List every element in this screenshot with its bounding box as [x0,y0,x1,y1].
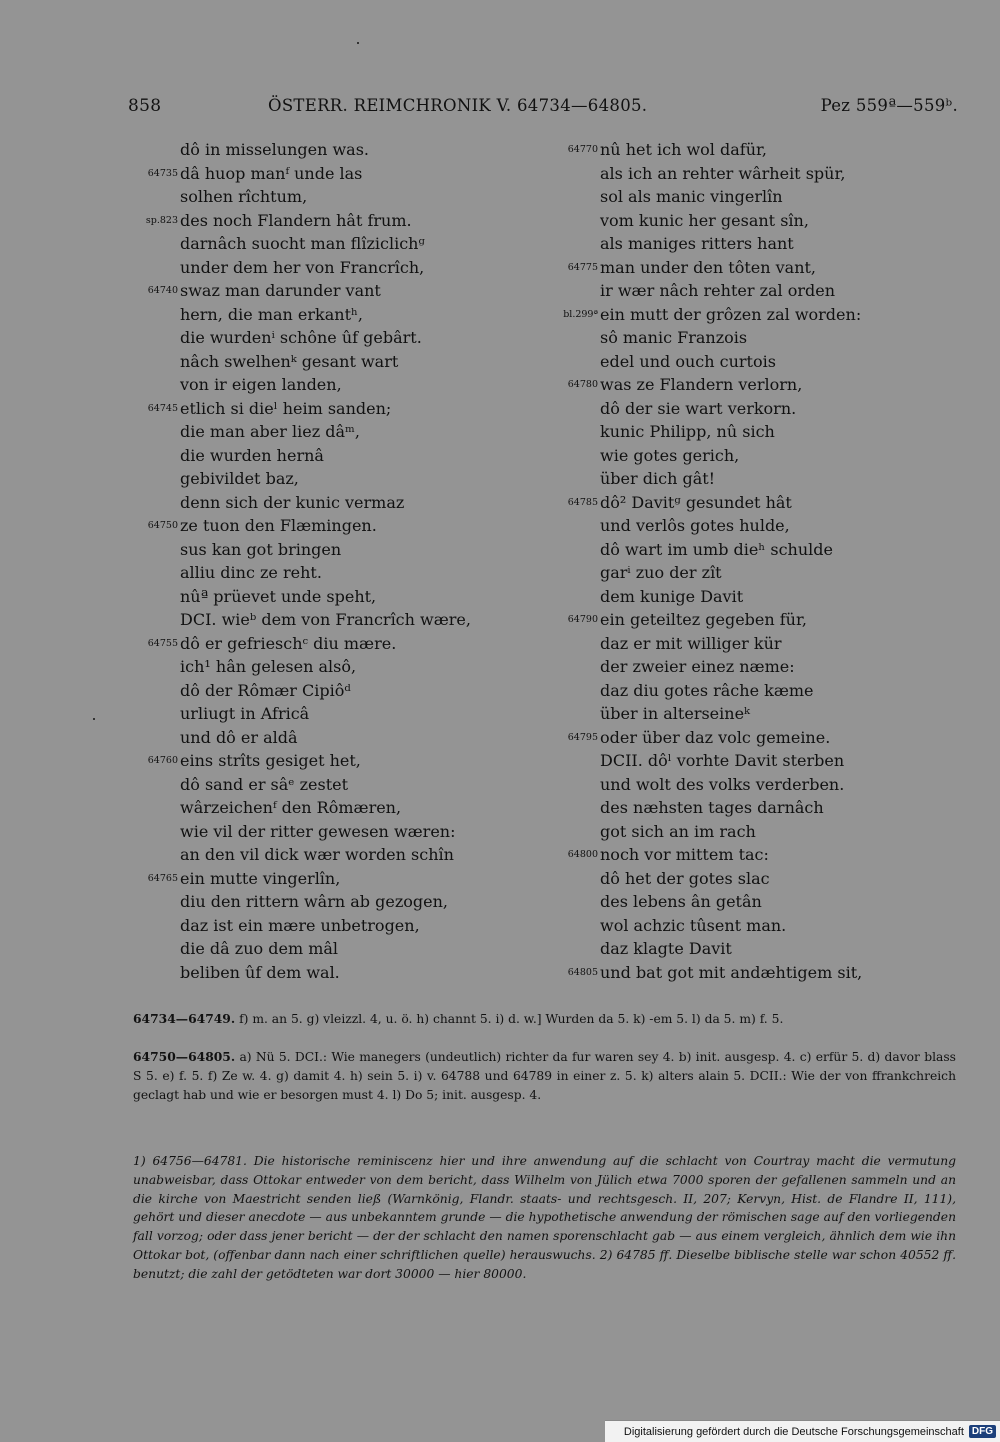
verse-line [558,514,978,538]
verse-text: etlich si dieˡ heim sanden; [180,398,392,418]
verse-text: garⁱ zuo der zît [600,563,722,582]
verse-line [558,444,978,468]
verse-line [128,914,548,938]
verse-text: alliu dinc ze reht. [180,563,322,582]
funding-footer [605,1420,1000,1442]
verse-line [128,256,548,280]
verse-text: dem kunige Davit [600,586,744,606]
line-number: 64770 [567,144,598,155]
verse-line [128,538,548,562]
verse-text: dâ huop manᶠ unde las [180,163,363,183]
verse-text: man under den tôten vant, [600,257,817,277]
verse-line [128,655,548,679]
verse-text: hern, die man erkantʰ, [180,304,364,324]
verse-line [128,561,548,585]
verse-text: got sich an im rach [600,821,756,841]
verse-text: von ir eigen landen, [180,375,342,394]
verse-text: darnâch suocht man flîziclichᵍ [180,234,425,253]
verse-text: DCII. dôˡ vorhte Davit sterben [600,751,845,770]
verse-line [128,632,548,656]
verse-line [558,890,978,914]
verse-line [558,655,978,679]
verse-line [128,843,548,867]
verse-text: under dem her von Francrîch, [180,257,425,277]
line-number: 64775 [567,261,598,273]
verse-text: und dô er aldâ [180,727,298,747]
verse-text: dô er gefrieschᶜ diu mære. [180,633,397,653]
verse-text: des noch Flandern hât frum. [180,210,412,230]
verse-line [128,279,548,303]
verse-line [558,702,978,726]
verse-text: über dich gât! [600,469,716,488]
verse-text: die wurdenⁱ schône ûf gebârt. [180,328,422,347]
verse-line [128,820,548,844]
line-number: 64790 [567,614,598,625]
verse-text: dô sand er sâᵉ zestet [180,774,349,794]
verse-text: ein geteiltez gegeben für, [600,610,807,629]
verse-line [128,679,548,703]
verse-line [558,185,978,209]
verse-line [128,232,548,256]
explanatory-footnotes [133,1152,956,1284]
verse-text: ich¹ hân gelesen alsô, [180,657,357,676]
scan-speck [93,718,95,720]
verse-line [558,373,978,397]
verse-line [558,209,978,233]
verse-text: und verlôs gotes hulde, [600,516,790,535]
verse-text: daz ist ein mære unbetrogen, [180,915,420,935]
verse-line [558,232,978,256]
verse-line [128,326,548,350]
running-title: ÖSTERR. REIMCHRONIK V. 64734—64805. [268,96,648,115]
verse-line [558,632,978,656]
verse-text: gebivildet baz, [180,469,299,488]
verse-line [128,585,548,609]
dfg-logo: DFG [969,1425,996,1438]
variant-notes-block-1 [133,1010,956,1029]
verse-text: über in alterseineᵏ [600,704,750,723]
verse-text: sol als manic vingerlîn [600,187,783,206]
verse-line [128,726,548,750]
verse-line [558,726,978,750]
verse-line [128,444,548,468]
variant-range-heading: 64750—64805. [133,1049,236,1064]
verse-line [128,138,548,162]
verse-text: urliugt in Africâ [180,704,310,723]
verse-text: was ze Flandern verlorn, [600,375,803,394]
verse-text: die wurden hernâ [180,445,324,465]
verse-line [558,773,978,797]
verse-text: sus kan got bringen [180,539,342,559]
verse-text: wie vil der ritter gewesen wæren: [180,821,456,841]
verse-line [128,749,548,773]
verse-line [558,138,978,162]
verse-text: vom kunic her gesant sîn, [600,210,809,230]
variant-range-heading: 64734—64749. [133,1011,236,1026]
verse-text: oder über daz volc gemeine. [600,727,831,747]
verse-text: an den vil dick wær worden schîn [180,845,454,864]
verse-line [558,914,978,938]
verse-text: nû het ich wol dafür, [600,140,767,159]
verse-line [128,420,548,444]
variant-readings: f) m. an 5. g) vleizzl. 4, u. ö. h) channt 5. i) d. w.] Wurden da 5. k) -em 5. l) da 5. m) f. 5. [239,1012,784,1026]
verse-text: edel und ouch curtois [600,351,776,371]
line-number: 64760 [147,755,178,766]
verse-line [558,397,978,421]
verse-text: daz klagte Davit [600,939,732,958]
verse-text: sô manic Franzois [600,328,748,347]
line-number: 64780 [567,379,598,390]
verse-line [128,608,548,632]
line-number: 64765 [147,872,178,884]
page-number: 858 [128,96,162,116]
verse-text: ir wær nâch rehter zal orden [600,281,836,300]
verse-line [128,209,548,233]
verse-line [128,303,548,327]
variant-notes-block-2 [133,1048,956,1104]
running-header [128,96,958,116]
verse-line [558,467,978,491]
verse-text: dô² Davitᵍ gesundet hât [600,492,792,512]
verse-text: swaz man darunder vant [180,281,381,300]
verse-text: als maniges ritters hant [600,234,794,253]
line-number: 64800 [567,849,598,860]
verse-line [558,279,978,303]
verse-text: der zweier einez næme: [600,657,795,676]
verse-line [558,538,978,562]
line-number: sp.823 [145,214,178,226]
verse-line [128,514,548,538]
verse-text: dô der Rômær Cipiôᵈ [180,680,351,700]
verse-line [128,185,548,209]
verse-line [128,162,548,186]
verse-line [558,961,978,985]
verse-text: kunic Philipp, nû sich [600,422,775,441]
verse-text: daz er mit williger kür [600,633,782,653]
verse-line [128,373,548,397]
verse-text: solhen rîchtum, [180,187,308,206]
line-number: 64750 [147,520,178,531]
line-number: 64755 [147,637,178,649]
verse-text: wârzeichenᶠ den Rômæren, [180,798,402,817]
verse-line [558,749,978,773]
line-number: 64805 [567,966,598,978]
pez-reference: Pez 559ª—559ᵇ. [820,96,958,115]
verse-line [128,702,548,726]
verse-line [128,350,548,374]
verse-text: ze tuon den Flæmingen. [180,516,377,535]
verse-text: dô het der gotes slac [600,868,770,888]
line-number: 64740 [147,285,178,296]
verse-line [558,796,978,820]
verse-text: beliben ûf dem wal. [180,962,340,982]
left-verse-column [128,138,548,984]
verse-line [558,585,978,609]
verse-text: des lebens ân getân [600,892,762,911]
footnote-text: 1) 64756—64781. Die historische reminiscenz hier und ihre anwendung auf die schlacht von Courtray macht die vermutung unabweisbar, dass Ottokar entweder von dem bericht, dass Wilhelm von Jülich etwa 7000 sporen der gefallenen sammeln und an die kirche von Maestricht senden ließ (Warnkönig, Flandr. staats- und rechtsgesch. II, 207; Kervyn, Hist. de Flandre II, 111), gehört und dieser anecdote — aus unbekanntem grunde — die hypothetische anwendung der römischen sage auf den vorliegenden fall vorzog; oder dass jener bericht — der der schlacht den namen sporenschlacht gab — aus einem vergleich, ähnlich dem wie ihn Ottokar bot, (offenbar dann nach einer schriftlichen quelle) herauswuchs. 2) 64785 ff. Dieselbe biblische stelle war schon 40552 ff. benutzt; die zahl der getödteten war dort 30000 — hier 80000. [133,1154,956,1281]
verse-text: die man aber liez dâᵐ, [180,422,360,441]
verse-text: dô wart im umb dieʰ schulde [600,539,833,559]
verse-text: und bat got mit andæhtigem sit, [600,962,863,982]
verse-text: nûª prüevet unde speht, [180,586,377,606]
verse-line [128,773,548,797]
verse-text: die dâ zuo dem mâl [180,939,339,958]
line-number: 64795 [567,731,598,743]
verse-line [558,256,978,280]
verse-line [558,843,978,867]
verse-text: daz diu gotes râche kæme [600,680,814,700]
verse-line [128,890,548,914]
funding-text: Digitalisierung gefördert durch die Deutsche Forschungsgemeinschaft [623,1425,964,1438]
line-number: 64785 [567,496,598,508]
verse-text: wol achzic tûsent man. [600,915,787,935]
verse-line [558,350,978,374]
verse-line [558,608,978,632]
verse-text: und wolt des volks verderben. [600,774,845,794]
verse-line [128,397,548,421]
line-number: 64745 [147,402,178,414]
verse-text: als ich an rehter wârheit spür, [600,163,846,183]
verse-text: noch vor mittem tac: [600,845,769,864]
verse-text: dô in misselungen was. [180,140,370,159]
verse-text: wie gotes gerich, [600,445,740,465]
verse-line [558,326,978,350]
verse-text: denn sich der kunic vermaz [180,492,405,512]
line-number: bl.299ª [563,308,598,320]
variant-readings: a) Nü 5. DCI.: Wie manegers (undeutlich) richter da fur waren sey 4. b) init. ausgesp. 4. c) erfür 5. d) davor blass S 5. e) f. 5. f) Ze w. 4. g) damit 4. h) sein 5. i) v. 64788 und 64789 in einer z. 5. k) alters alain 5. DCII.: Wie der von ffrankchreich geclagt hab und wie er besorgen must 4. l) Do 5; init. ausgesp. 4. [133,1050,956,1102]
verse-text: des næhsten tages darnâch [600,798,824,817]
verse-line [128,937,548,961]
verse-line [558,491,978,515]
verse-line [558,937,978,961]
verse-text: eins strîts gesiget het, [180,751,361,770]
verse-line [128,961,548,985]
verse-text: nâch swelhenᵏ gesant wart [180,351,399,371]
verse-text: diu den rittern wârn ab gezogen, [180,892,448,911]
verse-line [128,796,548,820]
verse-line [558,867,978,891]
verse-line [128,491,548,515]
verse-line [558,820,978,844]
verse-line [558,162,978,186]
verse-text: dô der sie wart verkorn. [600,398,797,418]
verse-text: ein mutt der grôzen zal worden: [600,304,862,324]
verse-line [558,561,978,585]
verse-text: DCI. wieᵇ dem von Francrîch wære, [180,610,471,629]
verse-line [558,420,978,444]
verse-line [128,867,548,891]
verse-line [558,679,978,703]
scan-speck [357,42,359,44]
line-number: 64735 [147,167,178,179]
right-verse-column [558,138,978,984]
verse-line [558,303,978,327]
verse-line [128,467,548,491]
verse-text: ein mutte vingerlîn, [180,868,341,888]
